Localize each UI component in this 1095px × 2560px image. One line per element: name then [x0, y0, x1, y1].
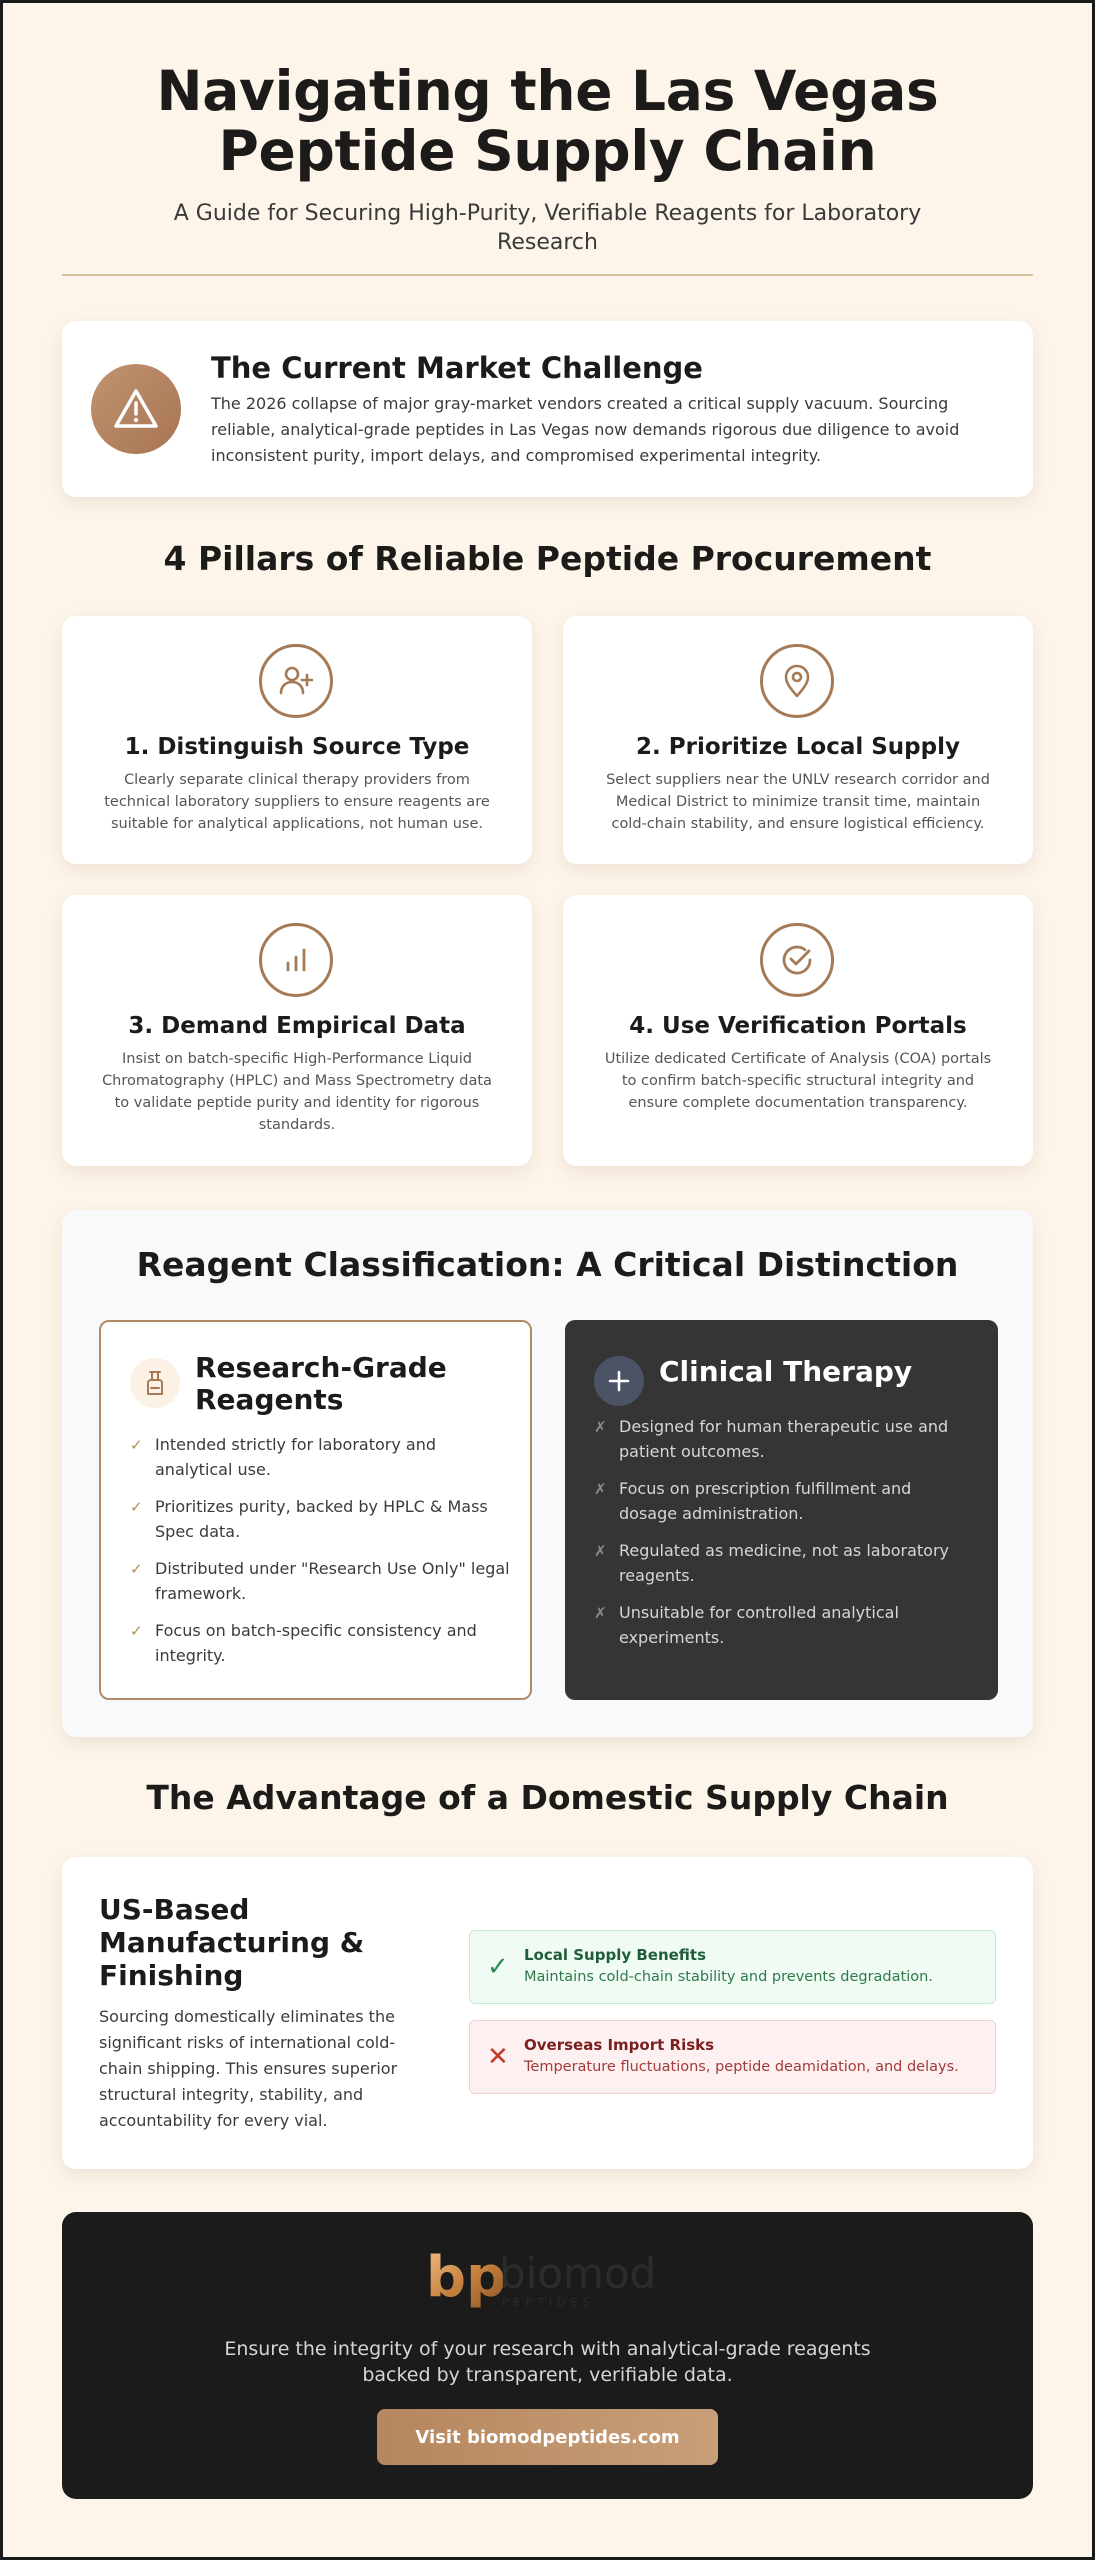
infographic-page: [3, 3, 1092, 2557]
risk-desc: Temperature fluctuations, peptide deamidation, and delays.: [524, 2059, 959, 2075]
list-item: ✓ Intended strictly for laboratory and analytical use.: [130, 1435, 437, 1479]
x-mark-icon: ✗: [594, 1604, 607, 1622]
check-mark-icon: ✓: [130, 1498, 143, 1516]
header-divider: [62, 274, 1033, 276]
research-grade-box: [99, 1320, 532, 1700]
footer-text: Ensure the integrity of your research with analytical-grade reagents backed by transparent, verifiable data.: [224, 2338, 871, 2386]
pillar-body: Select suppliers near the UNLV research corridor and Medical District to minimize transit time, maintain cold-chain stability, and ensure logistical efficiency.: [606, 772, 990, 832]
list-item: ✗ Unsuitable for controlled analytical experiments.: [594, 1603, 899, 1647]
check-icon: ✓: [487, 1952, 509, 1982]
brand-logo: [62, 2244, 1033, 2314]
check-mark-icon: ✓: [130, 1436, 143, 1454]
pillar-title: 4. Use Verification Portals: [629, 1013, 967, 1039]
hero-header: [3, 61, 1092, 257]
challenge-title: The Current Market Challenge: [211, 351, 703, 385]
x-icon: ✕: [487, 2042, 509, 2072]
pillars-title: 4 Pillars of Reliable Peptide Procurement: [163, 539, 932, 578]
market-challenge-card: [62, 321, 1033, 497]
list-item: ✓ Prioritizes purity, backed by HPLC & Mass Spec data.: [130, 1497, 488, 1541]
visit-website-button[interactable]: Visit biomodpeptides.com: [377, 2409, 718, 2465]
page-title: Navigating the Las Vegas Peptide Supply Chain: [156, 59, 939, 183]
domestic-title: US-Based Manufacturing & Finishing: [99, 1893, 365, 1992]
list-item: ✗ Focus on prescription fulfillment and dosage administration.: [594, 1479, 912, 1523]
pillar-title: 3. Demand Empirical Data: [128, 1013, 466, 1039]
domestic-body: Sourcing domestically eliminates the significant risks of international cold-chain shipping. This ensures superior structural integrity, stability, and accountability for every vial.: [99, 2007, 398, 2130]
research-title: Research-Grade Reagents: [195, 1351, 447, 1416]
reagent-classification-section: [62, 1210, 1033, 1737]
check-circle-icon: [760, 923, 834, 997]
benefit-desc: Maintains cold-chain stability and prevents degradation.: [524, 1969, 933, 1985]
medical-plus-icon: [594, 1356, 644, 1406]
x-mark-icon: ✗: [594, 1480, 607, 1498]
domestic-supply-card: [62, 1857, 1033, 2169]
svg-text:PEPTIDES: PEPTIDES: [502, 2296, 595, 2309]
check-mark-icon: ✓: [130, 1622, 143, 1640]
bar-chart-icon: [259, 923, 333, 997]
benefit-title: Local Supply Benefits: [524, 1946, 707, 1964]
page-subtitle: A Guide for Securing High-Purity, Verifiable Reagents for Laboratory Research: [173, 201, 922, 255]
pillar-title: 1. Distinguish Source Type: [124, 734, 470, 760]
x-mark-icon: ✗: [594, 1542, 607, 1560]
pillar-card-local-supply: [563, 616, 1033, 864]
clinical-title: Clinical Therapy: [659, 1355, 913, 1388]
pillar-body: Utilize dedicated Certificate of Analysis (COA) portals to confirm batch-specific structural integrity and ensure complete documentation transparency.: [604, 1051, 992, 1111]
list-item: ✓ Distributed under "Research Use Only" legal framework.: [130, 1559, 510, 1603]
risk-title: Overseas Import Risks: [524, 2036, 715, 2054]
pillar-title: 2. Prioritize Local Supply: [636, 734, 960, 760]
svg-text:biomod: biomod: [499, 2249, 657, 2298]
list-item: ✓ Focus on batch-specific consistency and integrity.: [130, 1621, 477, 1665]
warning-icon: [91, 364, 181, 454]
domestic-section-title: The Advantage of a Domestic Supply Chain: [146, 1778, 949, 1817]
pillar-card-source-type: [62, 616, 532, 864]
list-item: ✗ Regulated as medicine, not as laboratory reagents.: [594, 1541, 950, 1585]
pillar-body: Insist on batch-specific High-Performance Liquid Chromatography (HPLC) and Mass Spectrometry data to validate peptide purity and identity for rigorous standards.: [102, 1051, 492, 1133]
research-list: [130, 1432, 510, 1680]
footer-cta-panel: [62, 2212, 1033, 2499]
classification-title: Reagent Classification: A Critical Distinction: [136, 1245, 959, 1284]
x-mark-icon: ✗: [594, 1418, 607, 1436]
svg-text:bp: bp: [426, 2245, 507, 2310]
pillar-body: Clearly separate clinical therapy providers from technical laboratory suppliers to ensure reagents are suitable for analytical applications, not human use.: [104, 772, 490, 832]
clinical-therapy-box: [565, 1320, 998, 1700]
map-pin-icon: [760, 644, 834, 718]
flask-icon: [130, 1358, 180, 1408]
clinical-list: [594, 1414, 974, 1662]
pillar-card-empirical-data: [62, 895, 532, 1166]
list-item: ✗ Designed for human therapeutic use and patient outcomes.: [594, 1417, 949, 1461]
local-supply-benefits-badge: [469, 1930, 996, 2004]
challenge-body: The 2026 collapse of major gray-market vendors created a critical supply vacuum. Sourcing reliable, analytical-grade peptides in Las Vegas now demands rigorous due diligence to avoid inconsistent purity, import delays, and compromised experimental integrity.: [211, 394, 960, 465]
check-mark-icon: ✓: [130, 1560, 143, 1578]
pillar-card-verification-portals: [563, 895, 1033, 1166]
overseas-import-risks-badge: [469, 2020, 996, 2094]
user-plus-icon: [259, 644, 333, 718]
